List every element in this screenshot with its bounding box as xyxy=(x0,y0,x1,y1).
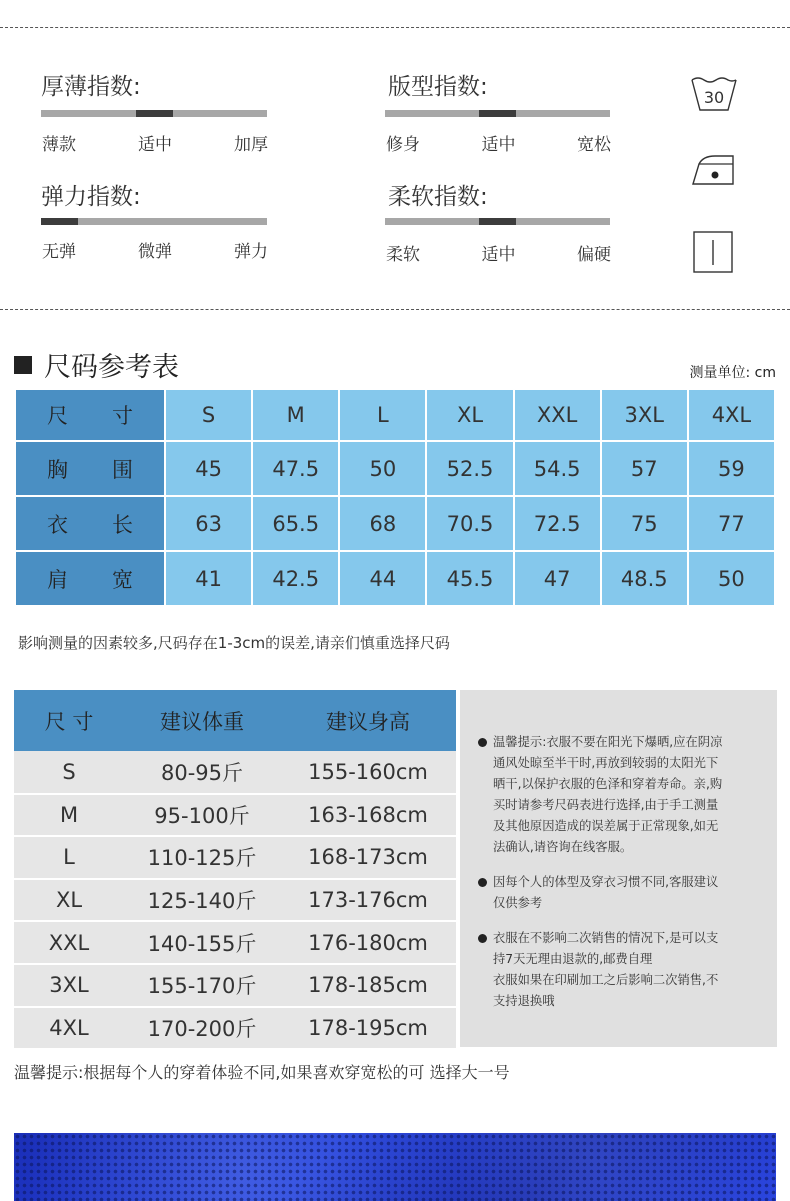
table-cell: 75 xyxy=(602,497,687,550)
index-scale-bar xyxy=(385,218,610,225)
table-cell: 178-185cm xyxy=(280,964,456,1007)
recommend-table xyxy=(14,690,456,1050)
table-cell: 48.5 xyxy=(602,552,687,605)
wash-30-icon xyxy=(690,76,738,114)
wash-temp: 30 xyxy=(703,88,725,107)
index-labels xyxy=(42,237,268,262)
table-row xyxy=(16,497,774,550)
index-scale-bar xyxy=(385,110,610,117)
table-cell: XXL xyxy=(14,921,124,964)
table-row xyxy=(14,751,456,794)
index-label: 适中 xyxy=(481,135,516,155)
index-labels xyxy=(386,240,611,265)
tip-line: 因每个人的体型及穿衣习惯不同,客服建议 xyxy=(493,875,719,889)
tip-line: 晒干,以保护衣服的色泽和穿着寿命。亲,购 xyxy=(493,777,723,791)
line-dry-icon xyxy=(693,231,733,273)
table-cell: 125-140斤 xyxy=(124,879,280,922)
index-title: 厚薄指数: xyxy=(41,74,141,100)
table-cell: 47.5 xyxy=(253,442,338,495)
tip-line: 温馨提示:衣服不要在阳光下爆晒,应在阴凉 xyxy=(493,735,723,749)
measure-char: 长 xyxy=(112,512,133,537)
index-label: 弹力 xyxy=(234,242,268,262)
index-label: 无弹 xyxy=(42,242,76,262)
index-label: 微弹 xyxy=(138,242,172,262)
size-column-header: 3XL xyxy=(602,390,687,440)
measurement-unit: 测量单位: cm xyxy=(689,365,776,381)
table-cell: 44 xyxy=(340,552,425,605)
table-cell: 52.5 xyxy=(427,442,512,495)
size-chart-title xyxy=(14,345,179,384)
table-cell: 170-200斤 xyxy=(124,1007,280,1050)
index-title: 弹力指数: xyxy=(41,184,141,210)
table-cell: 45 xyxy=(166,442,251,495)
table-cell: 3XL xyxy=(14,964,124,1007)
bullet-dot-icon xyxy=(478,738,487,747)
table-cell: 50 xyxy=(689,552,774,605)
table-cell: 59 xyxy=(689,442,774,495)
table-cell: 42.5 xyxy=(253,552,338,605)
tips-panel xyxy=(460,690,777,1047)
size-chart-heading: 尺码参考表 xyxy=(44,352,179,383)
tip-line: 衣服如果在印刷加工之后影响二次销售,不 xyxy=(493,973,719,987)
tip-line: 法确认,请咨询在线客服。 xyxy=(493,840,633,854)
size-chart-header-row xyxy=(16,390,774,440)
head-char: 尺 xyxy=(47,404,68,428)
size-chart-table xyxy=(14,388,776,607)
index-level-marker xyxy=(41,218,78,225)
table-cell: 80-95斤 xyxy=(124,751,280,794)
tip-line: 持7天无理由退款的,邮费自理 xyxy=(493,952,653,966)
index-title: 版型指数: xyxy=(388,74,488,100)
measure-char: 衣 xyxy=(47,512,68,537)
index-label: 柔软 xyxy=(386,245,420,265)
size-column-header: S xyxy=(166,390,251,440)
top-divider xyxy=(0,27,790,28)
index-level-marker xyxy=(479,218,516,225)
measure-char: 胸 xyxy=(47,457,68,482)
table-cell: S xyxy=(14,751,124,794)
head-char: 寸 xyxy=(112,404,133,428)
table-cell: M xyxy=(14,794,124,837)
index-level-marker xyxy=(479,110,516,117)
tip-line: 支持退换哦 xyxy=(493,994,555,1008)
tip-line: 衣服在不影响二次销售的情况下,是可以支 xyxy=(493,931,719,945)
fabric-photo xyxy=(14,1133,776,1201)
tip-item xyxy=(480,872,759,914)
measurement-note: 影响测量的因素较多,尺码存在1-3cm的误差,请亲们慎重选择尺码 xyxy=(18,634,450,652)
table-cell: 54.5 xyxy=(515,442,600,495)
index-label: 薄款 xyxy=(42,135,76,155)
table-cell: 65.5 xyxy=(253,497,338,550)
table-row xyxy=(16,442,774,495)
tip-item xyxy=(480,928,759,1012)
footer-note: 温馨提示:根据每个人的穿着体验不同,如果喜欢穿宽松的可 选择大一号 xyxy=(14,1063,510,1082)
index-scale-bar xyxy=(41,110,267,117)
table-row xyxy=(14,836,456,879)
table-cell: 178-195cm xyxy=(280,1007,456,1050)
measure-char: 宽 xyxy=(112,567,133,592)
table-cell: 57 xyxy=(602,442,687,495)
table-cell: 168-173cm xyxy=(280,836,456,879)
index-labels xyxy=(42,130,268,155)
table-row xyxy=(16,552,774,605)
recommend-header-size: 尺 寸 xyxy=(14,690,124,751)
table-cell: L xyxy=(14,836,124,879)
table-row xyxy=(14,879,456,922)
size-column-header: L xyxy=(340,390,425,440)
table-cell: 95-100斤 xyxy=(124,794,280,837)
index-label: 偏硬 xyxy=(577,245,611,265)
table-cell: 155-160cm xyxy=(280,751,456,794)
index-scale-bar xyxy=(41,218,267,225)
table-cell: XL xyxy=(14,879,124,922)
table-row xyxy=(14,921,456,964)
table-cell: 173-176cm xyxy=(280,879,456,922)
table-cell: 110-125斤 xyxy=(124,836,280,879)
tip-line: 买时请参考尺码表进行选择,由于手工测量 xyxy=(493,798,719,812)
measure-label xyxy=(16,442,164,495)
measure-char: 肩 xyxy=(47,567,68,592)
tip-line: 通风处晾至半干时,再放到较弱的太阳光下 xyxy=(493,756,719,770)
table-cell: 41 xyxy=(166,552,251,605)
table-row xyxy=(14,794,456,837)
measure-char: 围 xyxy=(112,457,133,482)
index-level-marker xyxy=(136,110,173,117)
index-label: 修身 xyxy=(386,135,420,155)
size-column-header: 4XL xyxy=(689,390,774,440)
size-column-header: M xyxy=(253,390,338,440)
index-title: 柔软指数: xyxy=(388,184,488,210)
table-cell: 70.5 xyxy=(427,497,512,550)
index-label: 适中 xyxy=(138,135,172,155)
index-label: 适中 xyxy=(481,245,516,265)
table-row xyxy=(14,964,456,1007)
measure-label xyxy=(16,497,164,550)
measure-label xyxy=(16,552,164,605)
table-cell: 72.5 xyxy=(515,497,600,550)
table-cell: 63 xyxy=(166,497,251,550)
table-cell: 77 xyxy=(689,497,774,550)
recommend-header-height: 建议身高 xyxy=(280,690,456,751)
bullet-dot-icon xyxy=(478,878,487,887)
bullet-dot-icon xyxy=(478,934,487,943)
table-cell: 176-180cm xyxy=(280,921,456,964)
tip-line: 及其他原因造成的误差属于正常现象,如无 xyxy=(493,819,719,833)
table-cell: 163-168cm xyxy=(280,794,456,837)
table-cell: 155-170斤 xyxy=(124,964,280,1007)
square-bullet-icon xyxy=(14,356,32,374)
table-cell: 50 xyxy=(340,442,425,495)
tip-item xyxy=(480,732,759,858)
index-label: 宽松 xyxy=(577,135,611,155)
table-cell: 47 xyxy=(515,552,600,605)
table-row xyxy=(14,1007,456,1050)
table-cell: 4XL xyxy=(14,1007,124,1050)
iron-low-icon xyxy=(691,150,735,186)
index-label: 加厚 xyxy=(234,135,268,155)
index-labels xyxy=(386,130,611,155)
size-chart-corner xyxy=(16,390,164,440)
size-column-header: XXL xyxy=(515,390,600,440)
table-cell: 45.5 xyxy=(427,552,512,605)
tip-line: 仅供参考 xyxy=(493,896,543,910)
recommend-header-weight: 建议体重 xyxy=(124,690,280,751)
table-cell: 68 xyxy=(340,497,425,550)
table-cell: 140-155斤 xyxy=(124,921,280,964)
recommend-table-wrap xyxy=(14,690,456,1050)
middle-divider xyxy=(0,309,790,310)
size-column-header: XL xyxy=(427,390,512,440)
